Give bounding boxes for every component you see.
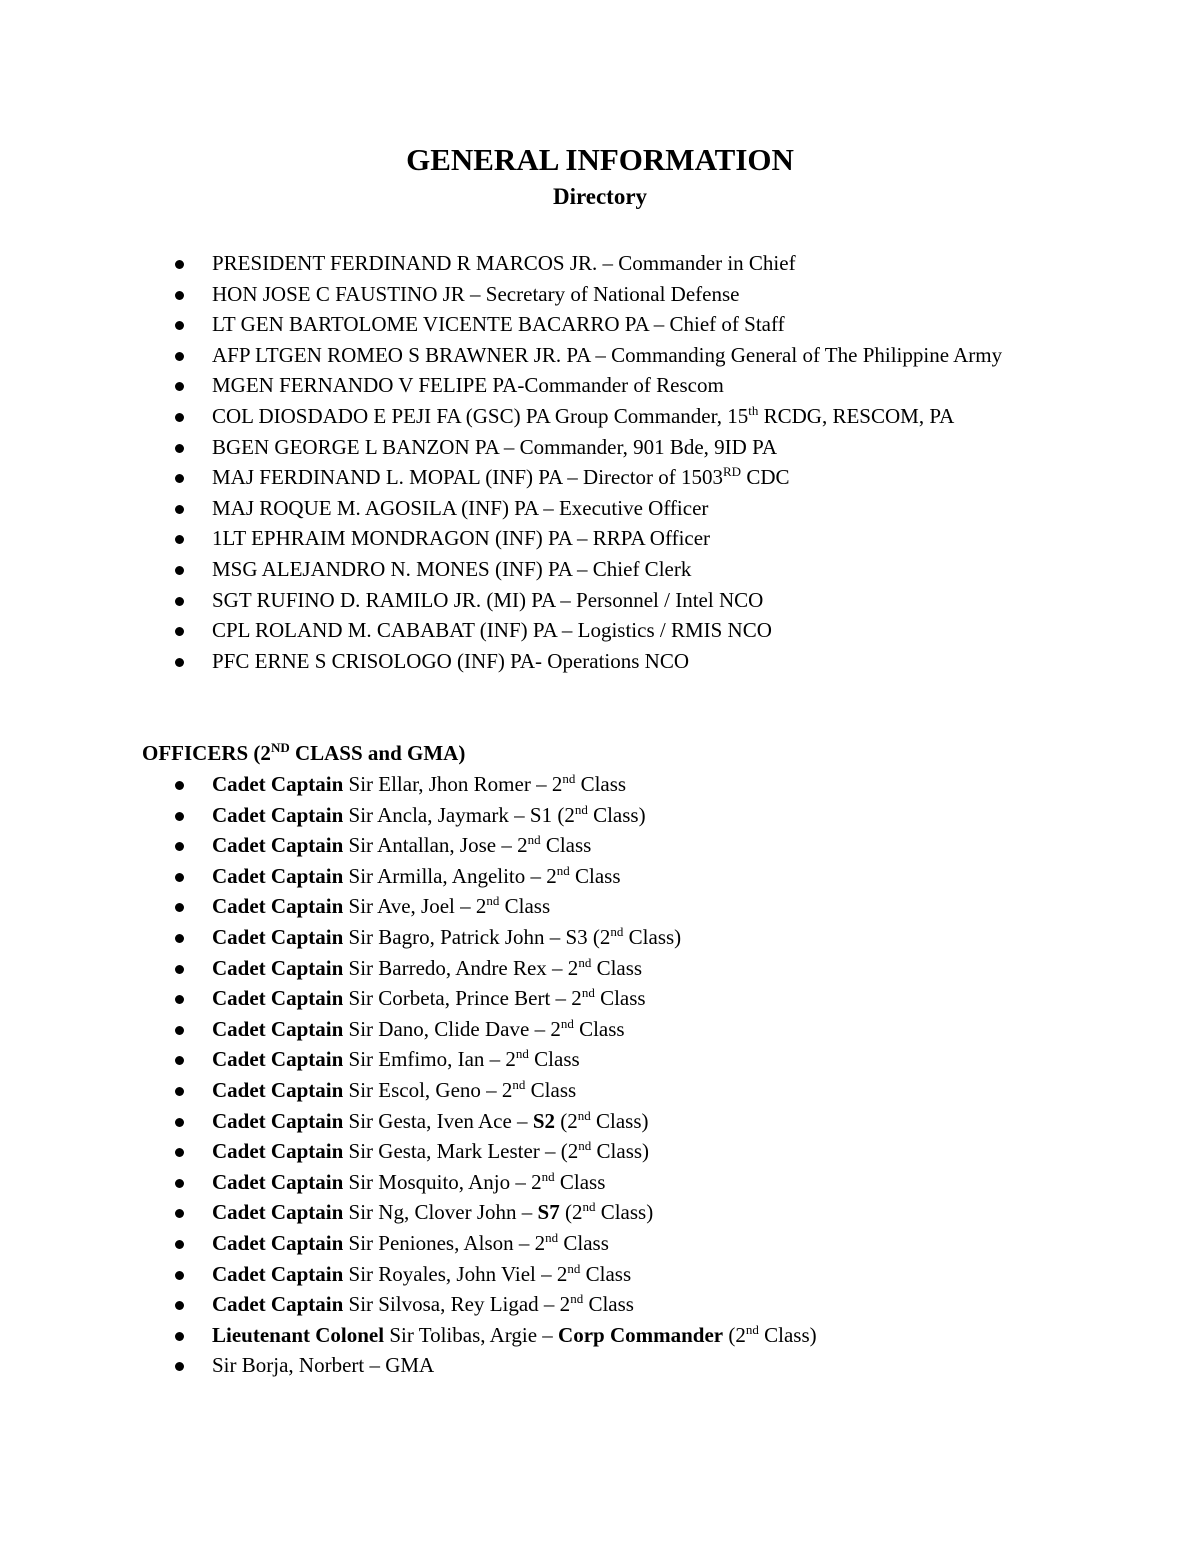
list-item: Cadet Captain Sir Gesta, Mark Lester – (2nd Class) bbox=[0, 1136, 1200, 1167]
bullet-icon bbox=[175, 535, 184, 544]
list-item: Cadet Captain Sir Gesta, Iven Ace – S2 (2nd Class) bbox=[0, 1106, 1200, 1137]
bullet-icon bbox=[175, 903, 184, 912]
bullet-icon bbox=[175, 627, 184, 636]
list-item: Cadet Captain Sir Peniones, Alson – 2nd Class bbox=[0, 1228, 1200, 1259]
bullet-icon bbox=[175, 1056, 184, 1065]
list-item: 1LT EPHRAIM MONDRAGON (INF) PA – RRPA Officer bbox=[0, 523, 1200, 554]
bullet-icon bbox=[175, 1362, 184, 1371]
bullet-icon bbox=[175, 1301, 184, 1310]
bullet-icon bbox=[175, 965, 184, 974]
list-item: Cadet Captain Sir Ancla, Jaymark – S1 (2nd Class) bbox=[0, 800, 1200, 831]
list-item: MGEN FERNANDO V FELIPE PA-Commander of Rescom bbox=[0, 370, 1200, 401]
bullet-icon bbox=[175, 1179, 184, 1188]
list-item: Cadet Captain Sir Bagro, Patrick John – S3 (2nd Class) bbox=[0, 922, 1200, 953]
bullet-icon bbox=[175, 1240, 184, 1249]
list-item: BGEN GEORGE L BANZON PA – Commander, 901 Bde, 9ID PA bbox=[0, 432, 1200, 463]
bullet-icon bbox=[175, 1209, 184, 1218]
list-item: COL DIOSDADO E PEJI FA (GSC) PA Group Commander, 15th RCDG, RESCOM, PA bbox=[0, 401, 1200, 432]
bullet-icon bbox=[175, 842, 184, 851]
list-item: Cadet Captain Sir Corbeta, Prince Bert – 2nd Class bbox=[0, 983, 1200, 1014]
list-item: Cadet Captain Sir Antallan, Jose – 2nd Class bbox=[0, 830, 1200, 861]
bullet-icon bbox=[175, 1332, 184, 1341]
bullet-icon bbox=[175, 597, 184, 606]
list-item: Cadet Captain Sir Dano, Clide Dave – 2nd Class bbox=[0, 1014, 1200, 1045]
list-item: Cadet Captain Sir Barredo, Andre Rex – 2nd Class bbox=[0, 953, 1200, 984]
bullet-icon bbox=[175, 505, 184, 514]
list-item: Lieutenant Colonel Sir Tolibas, Argie – Corp Commander (2nd Class) bbox=[0, 1320, 1200, 1351]
bullet-icon bbox=[175, 873, 184, 882]
page-subtitle: Directory bbox=[552, 184, 648, 209]
list-item: PFC ERNE S CRISOLOGO (INF) PA- Operations NCO bbox=[0, 646, 1200, 677]
officers-list bbox=[0, 769, 1200, 1381]
list-item: CPL ROLAND M. CABABAT (INF) PA – Logistics / RMIS NCO bbox=[0, 615, 1200, 646]
page-title: GENERAL INFORMATION bbox=[406, 142, 794, 177]
bullet-icon bbox=[175, 1026, 184, 1035]
list-item: MAJ FERDINAND L. MOPAL (INF) PA – Director of 1503RD CDC bbox=[0, 462, 1200, 493]
bullet-icon bbox=[175, 474, 184, 483]
bullet-icon bbox=[175, 352, 184, 361]
bullet-icon bbox=[175, 995, 184, 1004]
list-item: SGT RUFINO D. RAMILO JR. (MI) PA – Personnel / Intel NCO bbox=[0, 585, 1200, 616]
officers-heading: OFFICERS (2ND CLASS and GMA) bbox=[142, 740, 466, 765]
bullet-icon bbox=[175, 291, 184, 300]
list-item: Cadet Captain Sir Mosquito, Anjo – 2nd Class bbox=[0, 1167, 1200, 1198]
list-item: Cadet Captain Sir Escol, Geno – 2nd Class bbox=[0, 1075, 1200, 1106]
bullet-icon bbox=[175, 658, 184, 667]
list-item: HON JOSE C FAUSTINO JR – Secretary of National Defense bbox=[0, 279, 1200, 310]
bullet-icon bbox=[175, 934, 184, 943]
bullet-icon bbox=[175, 812, 184, 821]
bullet-icon bbox=[175, 321, 184, 330]
list-item: Cadet Captain Sir Emfimo, Ian – 2nd Class bbox=[0, 1044, 1200, 1075]
bullet-icon bbox=[175, 1148, 184, 1157]
list-item: MAJ ROQUE M. AGOSILA (INF) PA – Executive Officer bbox=[0, 493, 1200, 524]
list-item: Sir Borja, Norbert – GMA bbox=[0, 1350, 1200, 1381]
list-item: Cadet Captain Sir Ave, Joel – 2nd Class bbox=[0, 891, 1200, 922]
directory-list bbox=[0, 248, 1200, 676]
list-item: Cadet Captain Sir Royales, John Viel – 2nd Class bbox=[0, 1259, 1200, 1290]
bullet-icon bbox=[175, 260, 184, 269]
bullet-icon bbox=[175, 566, 184, 575]
list-item: Cadet Captain Sir Armilla, Angelito – 2nd Class bbox=[0, 861, 1200, 892]
list-item: Cadet Captain Sir Ellar, Jhon Romer – 2nd Class bbox=[0, 769, 1200, 800]
bullet-icon bbox=[175, 413, 184, 422]
list-item: AFP LTGEN ROMEO S BRAWNER JR. PA – Commanding General of The Philippine Army bbox=[0, 340, 1072, 371]
bullet-icon bbox=[175, 781, 184, 790]
list-item: PRESIDENT FERDINAND R MARCOS JR. – Commander in Chief bbox=[0, 248, 1200, 279]
bullet-icon bbox=[175, 382, 184, 391]
list-item: Cadet Captain Sir Ng, Clover John – S7 (2nd Class) bbox=[0, 1197, 1200, 1228]
list-item: LT GEN BARTOLOME VICENTE BACARRO PA – Chief of Staff bbox=[0, 309, 1200, 340]
list-item: Cadet Captain Sir Silvosa, Rey Ligad – 2nd Class bbox=[0, 1289, 1200, 1320]
bullet-icon bbox=[175, 1271, 184, 1280]
bullet-icon bbox=[175, 1087, 184, 1096]
bullet-icon bbox=[175, 1118, 184, 1127]
list-item: MSG ALEJANDRO N. MONES (INF) PA – Chief Clerk bbox=[0, 554, 1200, 585]
bullet-icon bbox=[175, 444, 184, 453]
